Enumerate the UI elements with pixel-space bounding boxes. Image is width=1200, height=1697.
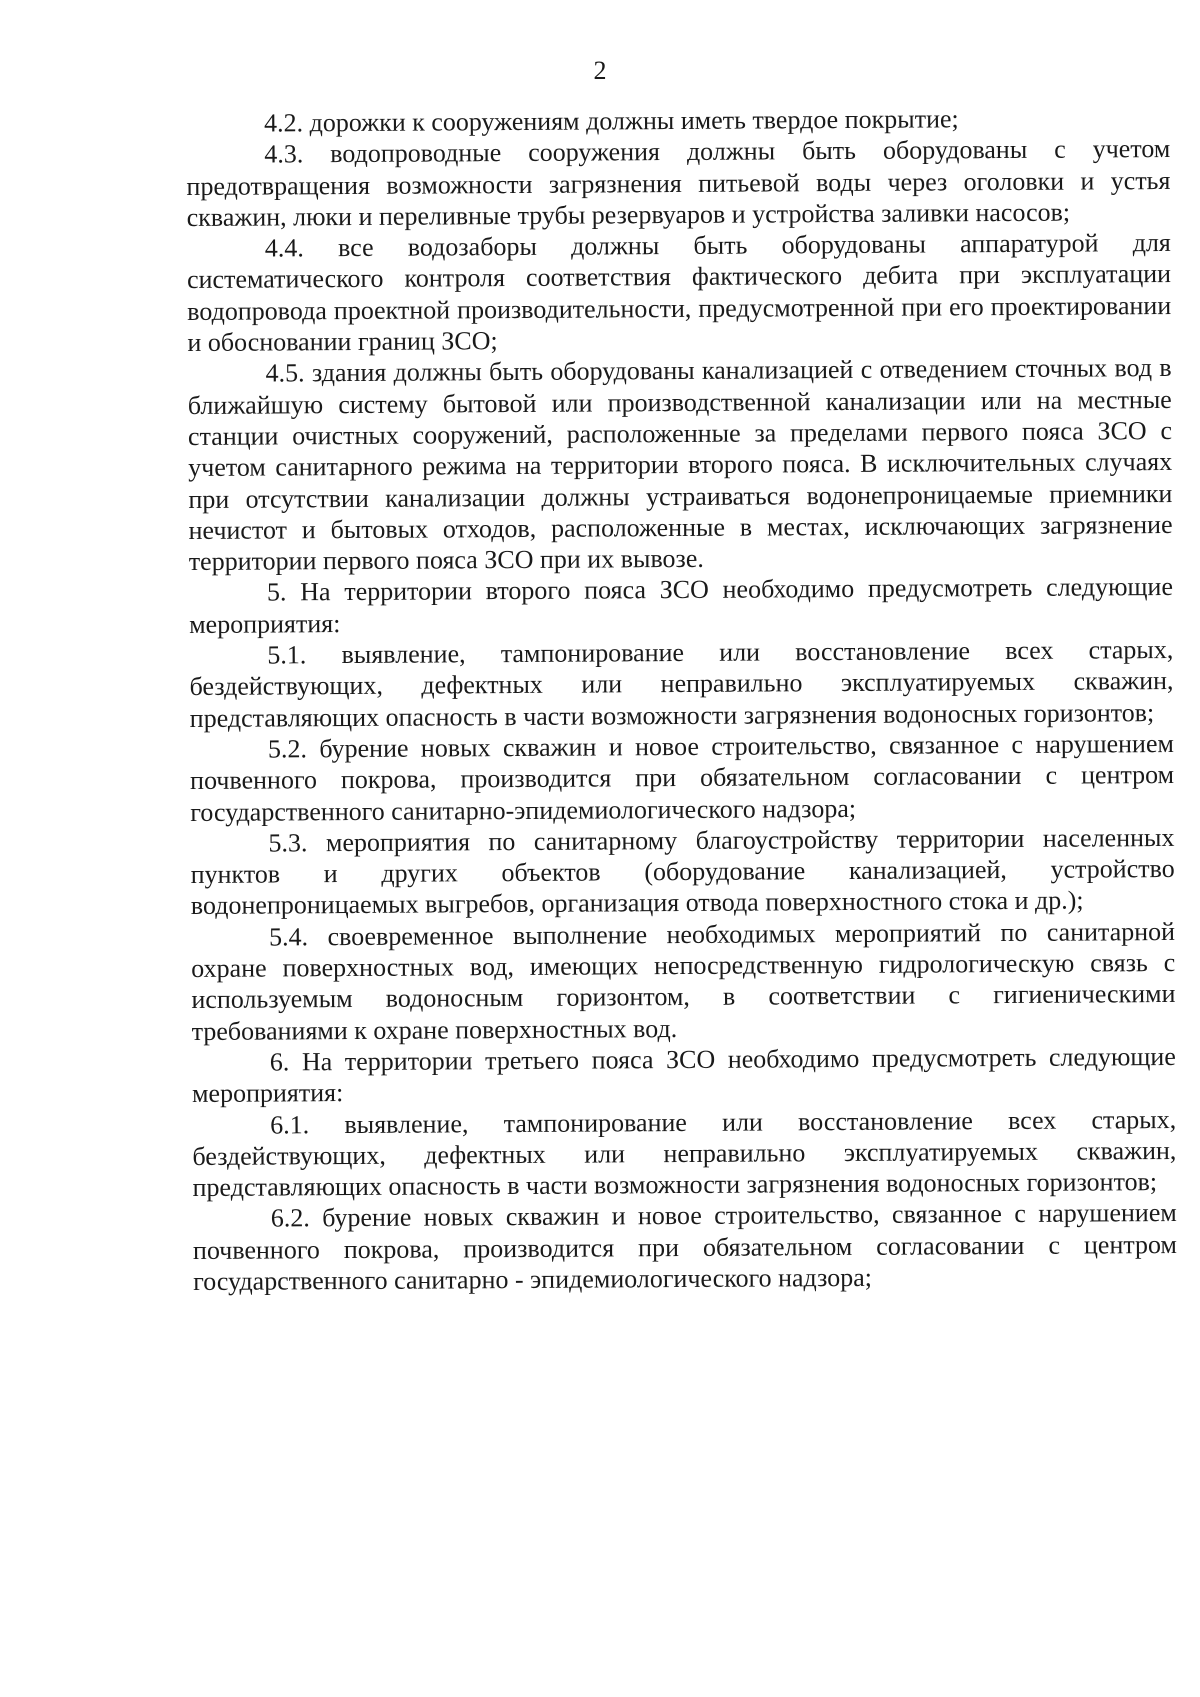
paragraph-4-2: 4.2. дорожки к сооружениям должны иметь твердое покрытие; [264,104,959,138]
page-number: 2 [593,56,607,85]
paragraph-5-2: 5.2. бурение новых скважин и новое строительство, связанное с нарушением почвенного покрова, производится при обязательном согласовании с центром государственного санитарно-эпидемиологического надзора; [190,728,1175,827]
paragraph-5: 5. На территории второго пояса ЗСО необходимо предусмотреть следующие мероприятия: [189,572,1174,639]
paragraph-4-4: 4.4. все водозаборы должны быть оборудованы аппаратурой для систематического контроля соответствия фактического дебита при эксплуатации водопровода проектной производительности, предусмотренной при его проектировании и обосновании границ ЗСО; [186,228,1172,358]
paragraph-5-4: 5.4. своевременное выполнение необходимых мероприятий по санитарной охране поверхностных вод, имеющих непосредственную гидрологическую связь с используемым водоносным горизонтом, в соответствии с гигиеническими требованиями к охране поверхностных вод. [191,916,1176,1046]
paragraph-6: 6. На территории третьего пояса ЗСО необходимо предусмотреть следующие мероприятия: [191,1041,1176,1109]
paragraph-4-5: 4.5. здания должны быть оборудованы канализацией с отведением сточных вод в ближайшую систему бытовой или производственной канализации или на местные станции очистных сооружений, расположенные за пределами первого пояса ЗСО с учетом санитарного режима на территории второго пояса. В исключительных случаях при отсутствии канализации должны устраиваться водонепроницаемые приемники нечистот и бытовых отходов, расположенные в местах, исключающих загрязнение территории первого пояса ЗСО при их вывозе. [187,353,1173,577]
document-body [186,102,1177,1297]
paragraph-5-3: 5.3. мероприятия по санитарному благоустройству территории населенных пунктов и других объектов (оборудование канализацией, устройство водонепроницаемых выгребов, организация отвода поверхностного стока и др.); [190,822,1175,921]
paragraph-5-1: 5.1. выявление, тампонирование или восстановление всех старых, бездействующих, дефектных или неправильно эксплуатируемых скважин, представляющих опасность в части возможности загрязнения водоносных горизонтов; [189,635,1174,733]
paragraph-6-2: 6.2. бурение новых скважин и новое строительство, связанное с нарушением почвенного покрова, производится при обязательном согласовании с центром государственного санитарно - эпидемиологического надзора; [192,1198,1178,1296]
paragraph-4-3: 4.3. водопроводные сооружения должны быть оборудованы с учетом предотвращения возможности загрязнения питьевой воды через оголовки и устья скважин, люки и переливные трубы резервуаров и устройства заливки насосов; [186,134,1171,232]
paragraph-6-1: 6.1. выявление, тампонирование или восстановление всех старых, бездействующих, дефектных или неправильно эксплуатируемых скважин, представляющих опасность в части возможности загрязнения водоносных горизонтов; [192,1104,1177,1203]
